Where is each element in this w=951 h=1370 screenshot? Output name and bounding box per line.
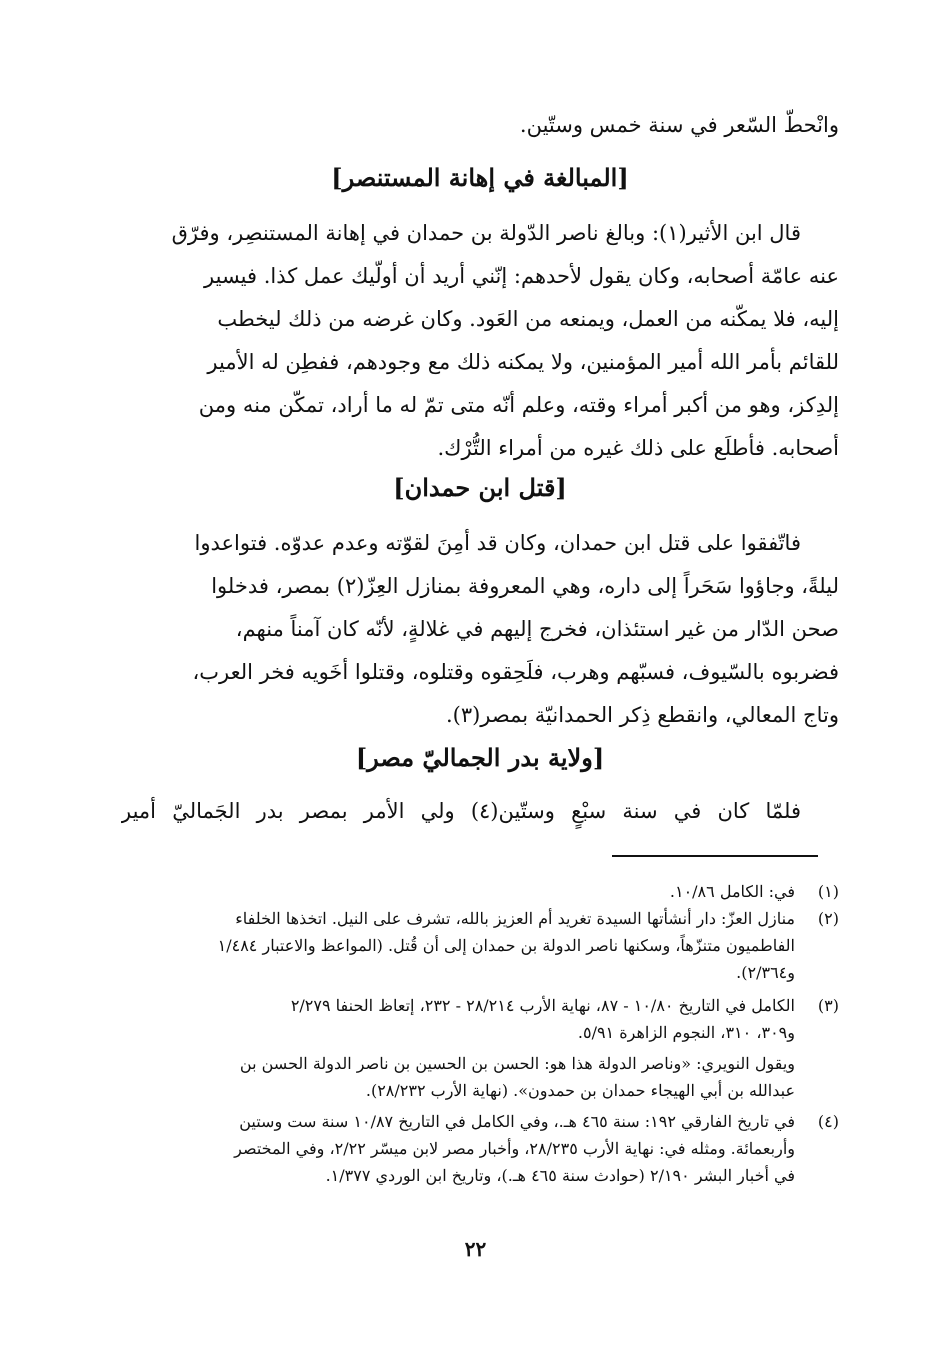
footnotes xyxy=(121,878,839,1189)
paragraph-line: للقائم بأمر الله أمير المؤمنين، ولا يمكنه ذلك مع وجودهم، ففطِن له الأمير xyxy=(207,350,839,374)
paragraph-line: إلدِكز، وهو من أكبر أمراء وقته، وعلم أنّه متى تمّ له ما أراد، تمكّن منه ومن xyxy=(198,393,839,417)
paragraph-line: أصحابه. فأطلَع على ذلك غيره من أمراء التُّرْك. xyxy=(437,436,839,460)
section-heading-humiliation: [المبالغة في إهانة المستنصر] xyxy=(331,163,629,192)
paragraph-line: عنه عامّة أصحابه، وكان يقول لأحدهم: إنّني أريد أن أولّيك عمل كذا. فيسير xyxy=(204,264,839,288)
footnote-line: الكامل في التاريخ ١٠/٨٠ - ٨٧، نهاية الأرب ٢٨/٢١٤ - ٢٣٢، إتعاظ الحنفا ٢/٢٧٩ xyxy=(290,996,795,1015)
intro-line: وانْحطّ السّعر في سنة خمس وستّين. xyxy=(519,113,839,137)
paragraph-line: فلمّا كان في سنة سبْعٍ وستّين(٤) ولي الأمر بمصر بدر الجَماليّ أمير xyxy=(121,799,801,823)
footnote-line: وأربعمائة. ومثله في: نهاية الأرب ٢٨/٢٣٥، وأخبار مصر لابن ميسّر ٢/٢٢، وفي المختصر xyxy=(234,1139,795,1158)
footnote-line: ويقول النويري: «وناصر الدولة هذا هو: الحسن بن الحسين بن ناصر الدولة الحسن بن xyxy=(239,1054,795,1073)
footnote-line: و٢/٣٦٤). xyxy=(736,963,795,982)
footnote-line: و٣٠٩، ٣١٠، النجوم الزاهرة ٥/٩١. xyxy=(577,1023,795,1042)
footnote-number: (١) xyxy=(817,882,839,901)
footnote-line: عبدالله بن أبي الهيجاء حمدان بن حمدون». (نهاية الأرب ٢٨/٢٣٢). xyxy=(365,1081,795,1100)
paragraph-line: قال ابن الأثير(١): وبالغ ناصر الدّولة بن حمدان في إهانة المستنصِر، وفرّق xyxy=(171,221,801,245)
paragraph-line: صحن الدّار من غير استئذان، فخرج إليهم في غلالةٍ، لأنّه كان آمناً منهم، xyxy=(235,617,839,641)
footnote-separator xyxy=(612,855,818,857)
paragraph-humiliation xyxy=(121,212,839,470)
paragraph-killing xyxy=(121,522,839,737)
footnote-3 xyxy=(121,992,839,1046)
footnote-1 xyxy=(121,878,839,905)
section-heading-killing: [قتل ابن حمدان] xyxy=(393,473,567,502)
section-heading-badr: [ولاية بدر الجماليّ مصر] xyxy=(355,743,605,772)
paragraph-line: إليه، فلا يمكّنه من العمل، ويمنعه من العَود. وكان غرضه من ذلك ليخطب xyxy=(217,307,839,331)
footnote-line: في: الكامل ١٠/٨٦. xyxy=(669,882,795,901)
footnote-line: في تاريخ الفارقي ١٩٢: سنة ٤٦٥ هـ.، وفي الكامل في التاريخ ١٠/٨٧ سنة ست وستين xyxy=(239,1112,795,1131)
intro-paragraph xyxy=(121,104,839,147)
footnote-4 xyxy=(121,1108,839,1189)
footnote-3-continuation xyxy=(121,1050,839,1104)
footnote-line: الفاطميون متنزّهاً، وسكنها ناصر الدولة بن حمدان إلى أن قُتل. (المواعظ والاعتبار ١/٤٨٤ xyxy=(217,936,795,955)
paragraph-line: فاتّفقوا على قتل ابن حمدان، وكان قد أمِنَ لقوّته وعدم عدوّه. فتواعدوا xyxy=(194,531,801,555)
paragraph-line: وتاج المعالي، وانقطع ذِكر الحمدانيّة بمصر(٣). xyxy=(445,703,839,727)
footnote-number: (٢) xyxy=(817,909,839,928)
footnote-number: (٤) xyxy=(817,1112,839,1131)
paragraph-line: ليلةً، وجاؤوا سَحَراً إلى داره، وهي المعروفة بمنازل العِزّ(٢) بمصر، فدخلوا xyxy=(211,574,839,598)
footnote-line: في أخبار البشر ٢/١٩٠ (حوادث سنة ٤٦٥ هـ.)، وتاريخ ابن الوردي ١/٣٧٧. xyxy=(325,1166,795,1185)
footnote-number: (٣) xyxy=(817,996,839,1015)
paragraph-line: فضربوه بالسّيوف، فسبّهم وهرب، فلَحِقوه وقتلوه، وقتلوا أخَويه فخر العرب، xyxy=(192,660,839,684)
paragraph-badr xyxy=(121,790,839,833)
footnote-line: منازل العزّ: دار أنشأتها السيدة تغريد أم العزيز بالله، تشرف على النيل. اتخذها الخلفاء xyxy=(235,909,795,928)
page-number: ٢٢ xyxy=(464,1237,487,1261)
footnote-2 xyxy=(121,905,839,986)
